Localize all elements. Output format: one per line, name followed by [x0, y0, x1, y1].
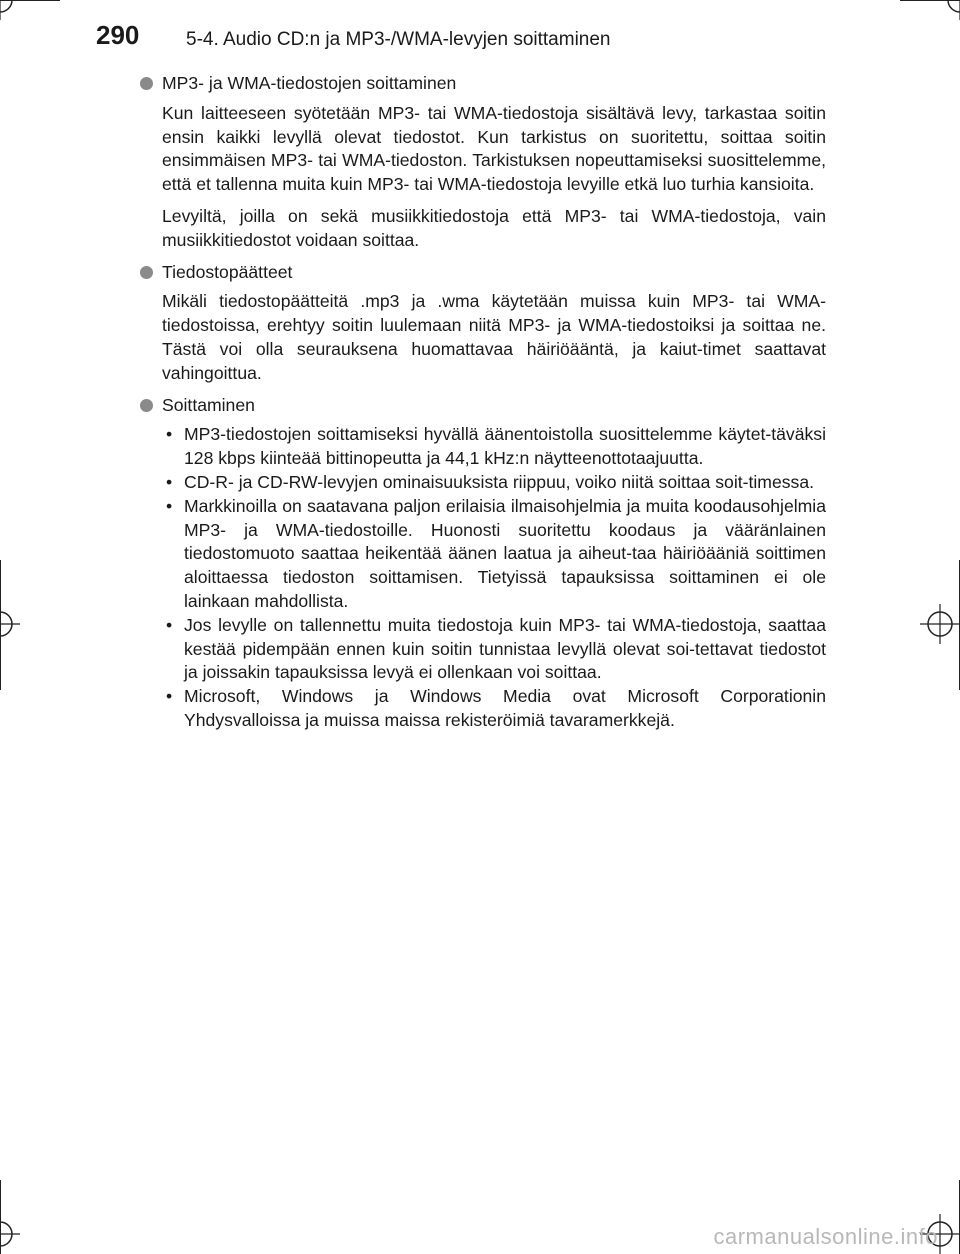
section-heading: [140, 261, 826, 285]
section-heading: [140, 394, 826, 418]
bullet-list: [162, 423, 826, 732]
list-item-text: Jos levylle on tallennettu muita tiedostoja kuin MP3- tai WMA-tiedostoja, saattaa kestää pidempään ennen kuin soitin tunnistaa levyllä olevat soi-tettavat tiedostot ja joissakin tapauksissa levyä ei ollenkaan voi soittaa.: [184, 614, 826, 683]
bullet-mark: •: [166, 471, 173, 492]
paragraph: Levyiltä, joilla on sekä musiikkitiedostoja että MP3- tai WMA-tiedostoja, vain musiikkitiedostot voidaan soittaa.: [162, 205, 826, 250]
registration-mark-top-left: [0, 0, 20, 20]
section-heading-text: MP3- ja WMA-tiedostojen soittaminen: [162, 73, 457, 93]
circle-bullet-icon: [140, 77, 153, 90]
paragraph: Mikäli tiedostopäätteitä .mp3 ja .wma käytetään muissa kuin MP3- tai WMA-tiedostoissa, erehtyy soitin luulemaan niitä MP3- ja WMA-tiedostoiksi ja soittaa ne. Tästä voi olla seurauksena huomattavaa häiriöääntä, ja kaiut-timet saattavat vahingoittua.: [162, 291, 826, 383]
registration-mark-bottom-left: [0, 1214, 20, 1254]
section-file-extensions: [140, 261, 826, 386]
crop-line: [900, 0, 960, 1]
list-item-text: CD-R- ja CD-RW-levyjen ominaisuuksista riippuu, voiko niitä soittaa soit-timessa.: [184, 471, 814, 492]
crop-line: [0, 560, 1, 690]
bullet-mark: •: [166, 495, 173, 516]
running-head: 5-4. Audio CD:n ja MP3-/WMA-levyjen soittaminen: [186, 29, 611, 50]
crosshair-icon: [0, 1214, 20, 1254]
list-item: [162, 495, 826, 614]
crosshair-icon: [0, 0, 20, 20]
crosshair-icon: [920, 604, 960, 644]
list-item: [162, 614, 826, 685]
paragraph: Kun laitteeseen syötetään MP3- tai WMA-tiedostoja sisältävä levy, tarkastaa soitin ensin kaikki levyllä olevat tiedostot. Kun tarkistus on suoritettu, soittaa soitin ensimmäisen MP3- tai WMA-tiedoston. Tarkistuksen nopeuttamiseksi suosittelemme, että et tallenna muita kuin MP3- tai WMA-tiedostoja levyille etkä luo turhia kansioita.: [162, 102, 826, 195]
registration-mark-mid-left: [0, 604, 20, 644]
section-heading: [140, 72, 826, 96]
page-number: 290: [96, 20, 140, 50]
section-playing: [140, 394, 826, 733]
section-heading-text: Soittaminen: [162, 394, 255, 415]
circle-bullet-icon: [140, 399, 153, 412]
section-mp3-wma-playback: [140, 72, 826, 253]
watermark: carmanualsonline.info: [713, 1224, 938, 1249]
list-item-text: MP3-tiedostojen soittamiseksi hyvällä äänentoistolla suosittelemme käytet-täväksi 128 kbps kiinteää bittinopeutta ja 44,1 kHz:n näytteenottotaajuutta.: [184, 424, 826, 469]
list-item: [162, 423, 826, 471]
crosshair-icon: [0, 604, 20, 644]
circle-bullet-icon: [140, 266, 153, 279]
section-heading-text: Tiedostopäätteet: [162, 261, 293, 282]
crop-line: [0, 1180, 1, 1254]
list-item: [162, 471, 826, 495]
crosshair-icon: [940, 0, 960, 20]
registration-mark-top-right: [940, 0, 960, 20]
bullet-mark: •: [166, 424, 173, 445]
bullet-mark: •: [166, 686, 173, 707]
list-item: [162, 685, 826, 733]
crop-line: [0, 0, 60, 1]
registration-mark-mid-right: [920, 604, 960, 644]
list-item-text: Microsoft, Windows ja Windows Media ovat Microsoft Corporationin Yhdysvalloissa ja muissa maissa rekisteröimiä tavaramerkkejä.: [184, 686, 826, 730]
page-body: [140, 72, 826, 739]
bullet-mark: •: [166, 614, 173, 635]
list-item-text: Markkinoilla on saatavana paljon erilaisia ilmaisohjelmia ja muita koodausohjelmia MP3- ja WMA-tiedostoille. Huonosti suoritettu koodaus ja vääränlainen tiedostomuoto saattaa heikentää äänen laatua ja aiheut-taa häiriöääniä soittimen aloittaessa tiedoston soittamisen. Tietyissä tapauksissa soittaminen ei ole lainkaan mahdollista.: [184, 495, 826, 611]
